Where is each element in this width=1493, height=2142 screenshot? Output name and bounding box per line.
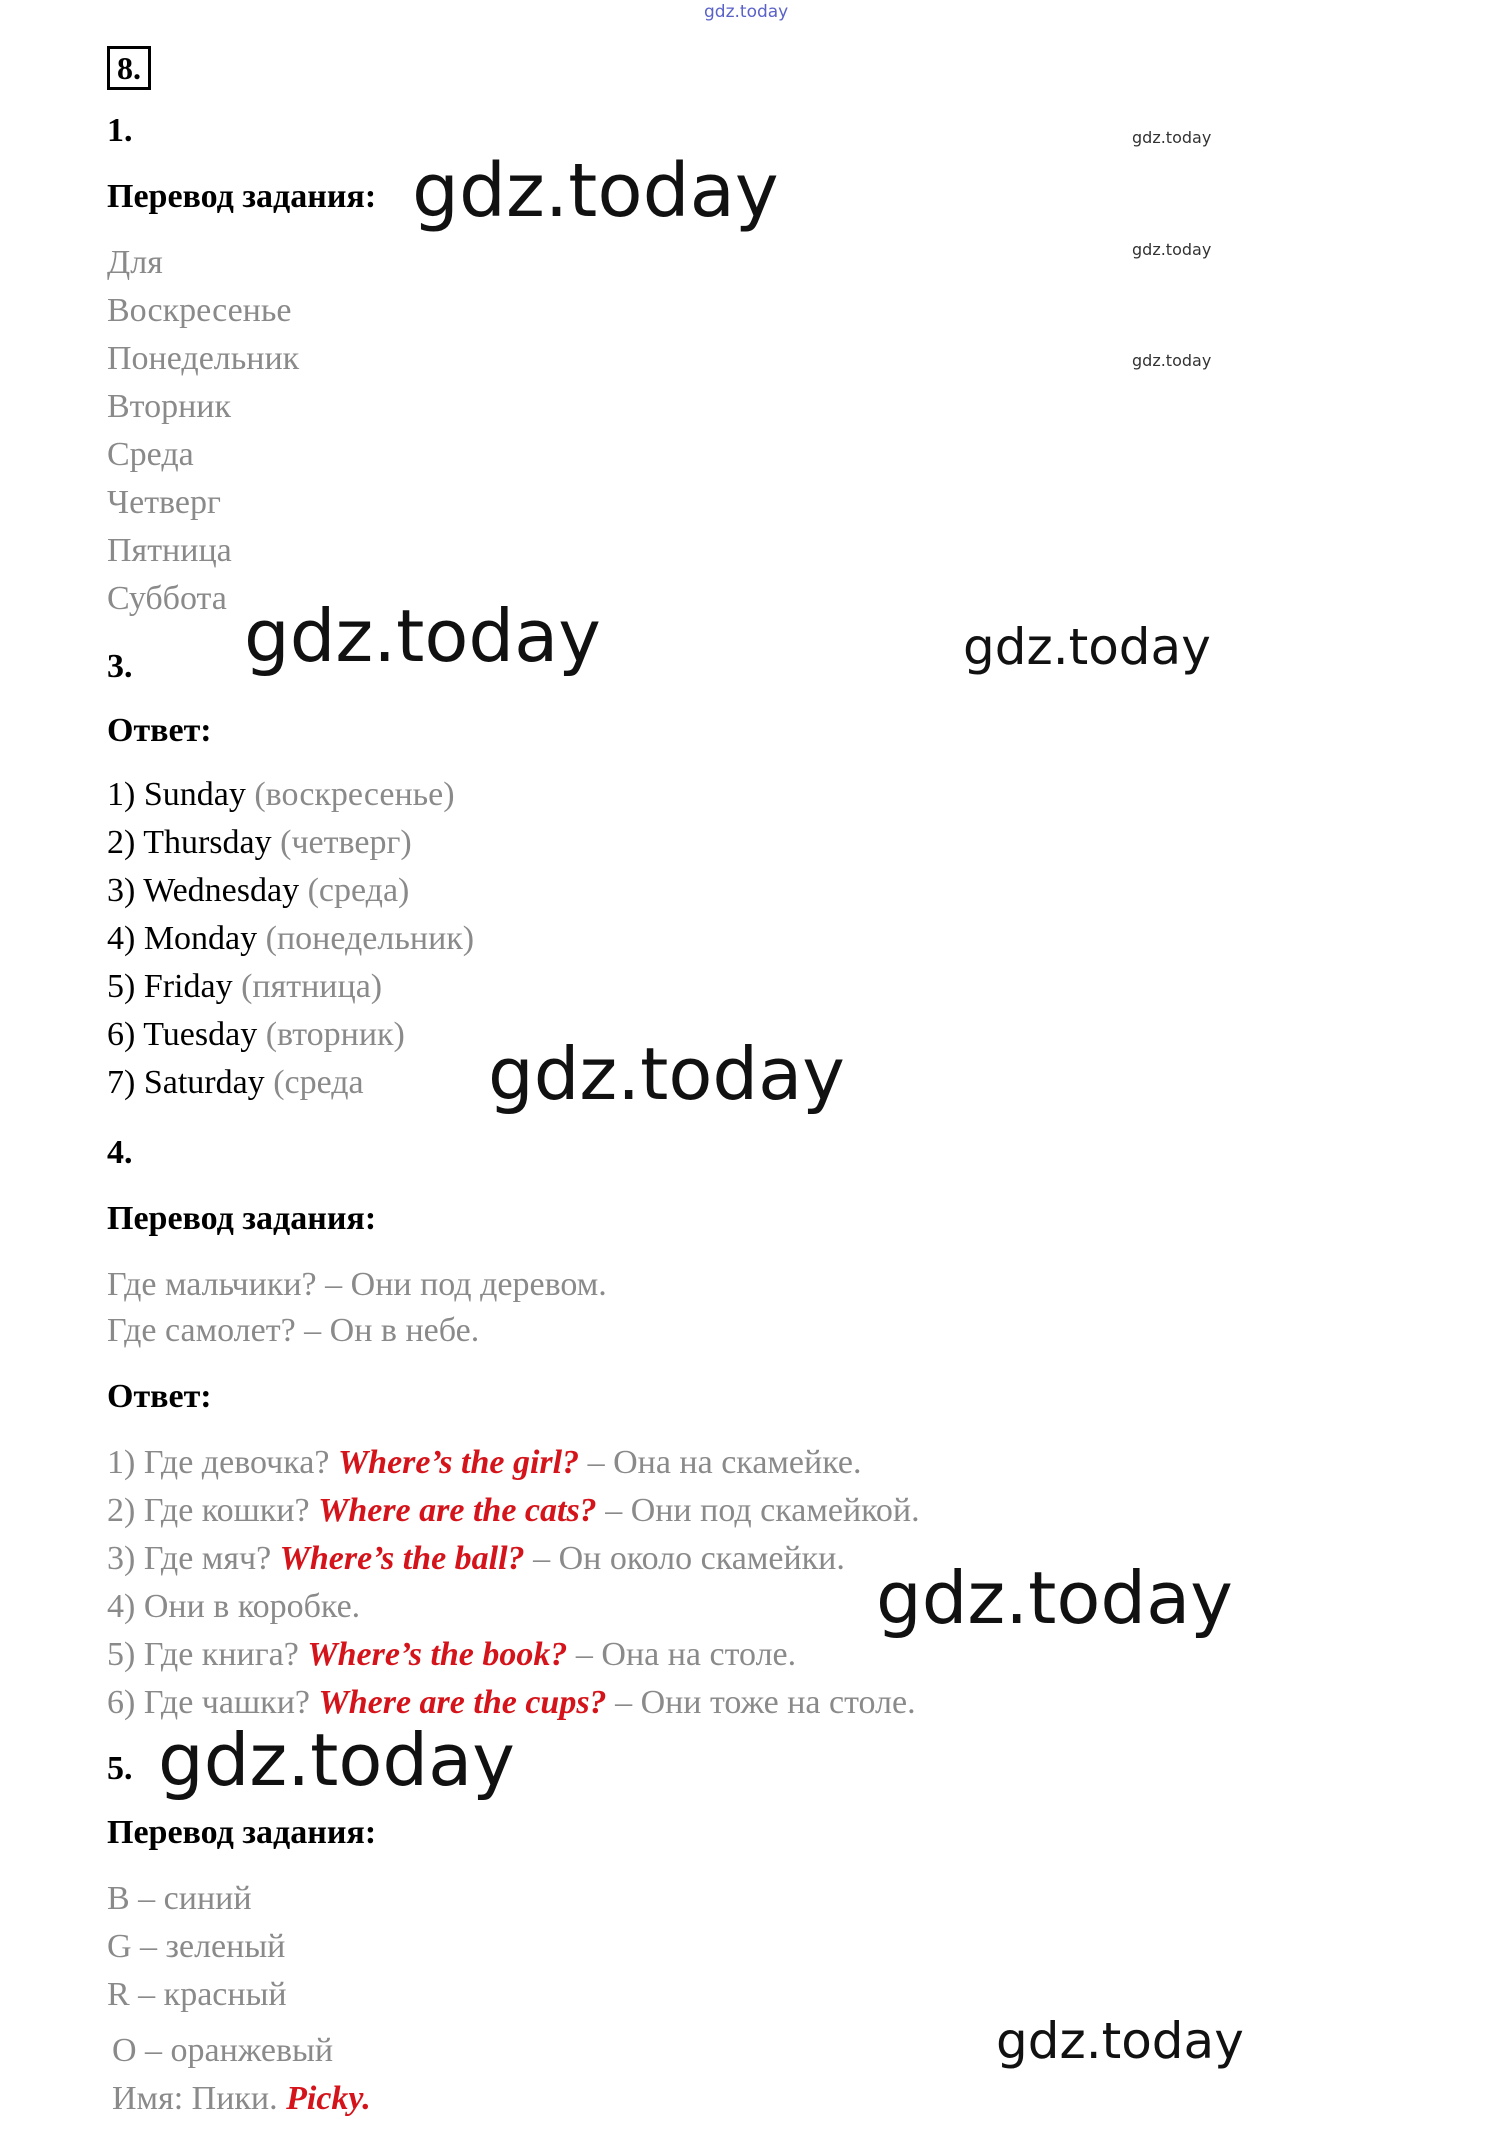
task4-answer-1	[107, 1444, 861, 1482]
task4-answer-4	[107, 1588, 360, 1626]
watermark-small-2: gdz.today	[1132, 240, 1212, 259]
task4-answer-6-q: 6) Где чашки?	[107, 1684, 310, 1721]
task1-line-5: Среда	[107, 436, 194, 473]
watermark-large-1: gdz.today	[412, 148, 779, 234]
task3-item-5-ru: (пятница)	[241, 968, 383, 1005]
task4-answer-6	[107, 1684, 916, 1722]
task4-heading: Перевод задания:	[107, 1200, 377, 1237]
task3-item-3-ru: (среда)	[307, 872, 410, 909]
watermark-small-3: gdz.today	[1132, 351, 1212, 370]
task4-answer-3-en: Where’s the ball?	[279, 1540, 525, 1577]
exercise-number-box: 8.	[107, 46, 151, 90]
task4-answer-1-rest: – Она на скамейке.	[587, 1444, 862, 1481]
task1-number: 1.	[107, 112, 133, 149]
task4-answer-1-en: Where’s the girl?	[337, 1444, 580, 1481]
task3-item-7-ru: (среда	[273, 1064, 364, 1101]
task3-item-2-en: 2) Thursday	[107, 824, 272, 861]
watermark-medium-2: gdz.today	[996, 2012, 1244, 2070]
watermark-small-1: gdz.today	[1132, 128, 1212, 147]
task3-item-4-en: 4) Monday	[107, 920, 258, 957]
task4-answer-2-en: Where are the cats?	[318, 1492, 597, 1529]
task3-item-5	[107, 968, 382, 1006]
task3-item-4	[107, 920, 474, 958]
task5-heading: Перевод задания:	[107, 1814, 377, 1851]
task3-item-5-en: 5) Friday	[107, 968, 233, 1005]
task3-item-2	[107, 824, 412, 862]
task3-item-6-en: 6) Tuesday	[107, 1016, 258, 1053]
task4-answer-2-q: 2) Где кошки?	[107, 1492, 310, 1529]
task3-item-7	[107, 1064, 364, 1102]
task4-answer-heading: Ответ:	[107, 1378, 212, 1415]
task1-line-6: Четверг	[107, 484, 221, 521]
task5-line-3: R – красный	[107, 1976, 287, 2013]
task5-name-label: Имя: Пики.	[112, 2080, 278, 2117]
watermark-large-5: gdz.today	[158, 1718, 515, 1802]
task3-item-3	[107, 872, 409, 910]
task4-answer-5	[107, 1636, 796, 1674]
watermark-large-2: gdz.today	[244, 594, 601, 678]
task4-answer-3	[107, 1540, 845, 1578]
task1-line-3: Понедельник	[107, 340, 300, 377]
watermark-large-3: gdz.today	[488, 1032, 845, 1116]
task4-answer-3-q: 3) Где мяч?	[107, 1540, 272, 1577]
task3-item-4-ru: (понедельник)	[265, 920, 475, 957]
task4-answer-3-rest: – Он около скамейки.	[533, 1540, 845, 1577]
task1-line-8: Суббота	[107, 580, 227, 617]
task1-line-4: Вторник	[107, 388, 231, 425]
task5-line-4: O – оранжевый	[112, 2032, 334, 2069]
task3-item-1-en: 1) Sunday	[107, 776, 246, 813]
watermark-top: gdz.today	[704, 2, 789, 22]
watermark-large-4: gdz.today	[876, 1556, 1233, 1640]
task4-line-1: Где мальчики? – Они под деревом.	[107, 1266, 607, 1303]
task3-item-6-ru: (вторник)	[265, 1016, 405, 1053]
task1-line-7: Пятница	[107, 532, 232, 569]
task3-item-7-en: 7) Saturday	[107, 1064, 265, 1101]
task3-number: 3.	[107, 648, 133, 685]
task3-item-2-ru: (четверг)	[280, 824, 412, 861]
task4-answer-1-q: 1) Где девочка?	[107, 1444, 330, 1481]
task1-heading: Перевод задания:	[107, 178, 377, 215]
task5-line-2: G – зеленый	[107, 1928, 286, 1965]
task5-name-line	[112, 2080, 371, 2118]
task4-answer-5-en: Where’s the book?	[307, 1636, 568, 1673]
task4-line-2: Где самолет? – Он в небе.	[107, 1312, 480, 1349]
watermark-medium-1: gdz.today	[963, 618, 1211, 676]
task3-item-6	[107, 1016, 405, 1054]
task3-item-3-en: 3) Wednesday	[107, 872, 300, 909]
task4-answer-2	[107, 1492, 920, 1530]
task4-answer-6-en: Where are the cups?	[318, 1684, 607, 1721]
task3-item-1-ru: (воскресенье)	[254, 776, 455, 813]
task3-heading: Ответ:	[107, 712, 212, 749]
task5-line-1: B – синий	[107, 1880, 252, 1917]
task1-line-2: Воскресенье	[107, 292, 292, 329]
task1-line-1: Для	[107, 244, 163, 281]
task4-answer-2-rest: – Они под скамейкой.	[605, 1492, 920, 1529]
task4-number: 4.	[107, 1134, 133, 1171]
task5-number: 5.	[107, 1750, 133, 1787]
task4-answer-5-rest: – Она на столе.	[575, 1636, 797, 1673]
task4-answer-6-rest: – Они тоже на столе.	[615, 1684, 916, 1721]
task5-name-en: Picky.	[286, 2080, 371, 2117]
task4-answer-4-q: 4) Они в коробке.	[107, 1588, 361, 1625]
task4-answer-5-q: 5) Где книга?	[107, 1636, 299, 1673]
task3-item-1	[107, 776, 455, 814]
